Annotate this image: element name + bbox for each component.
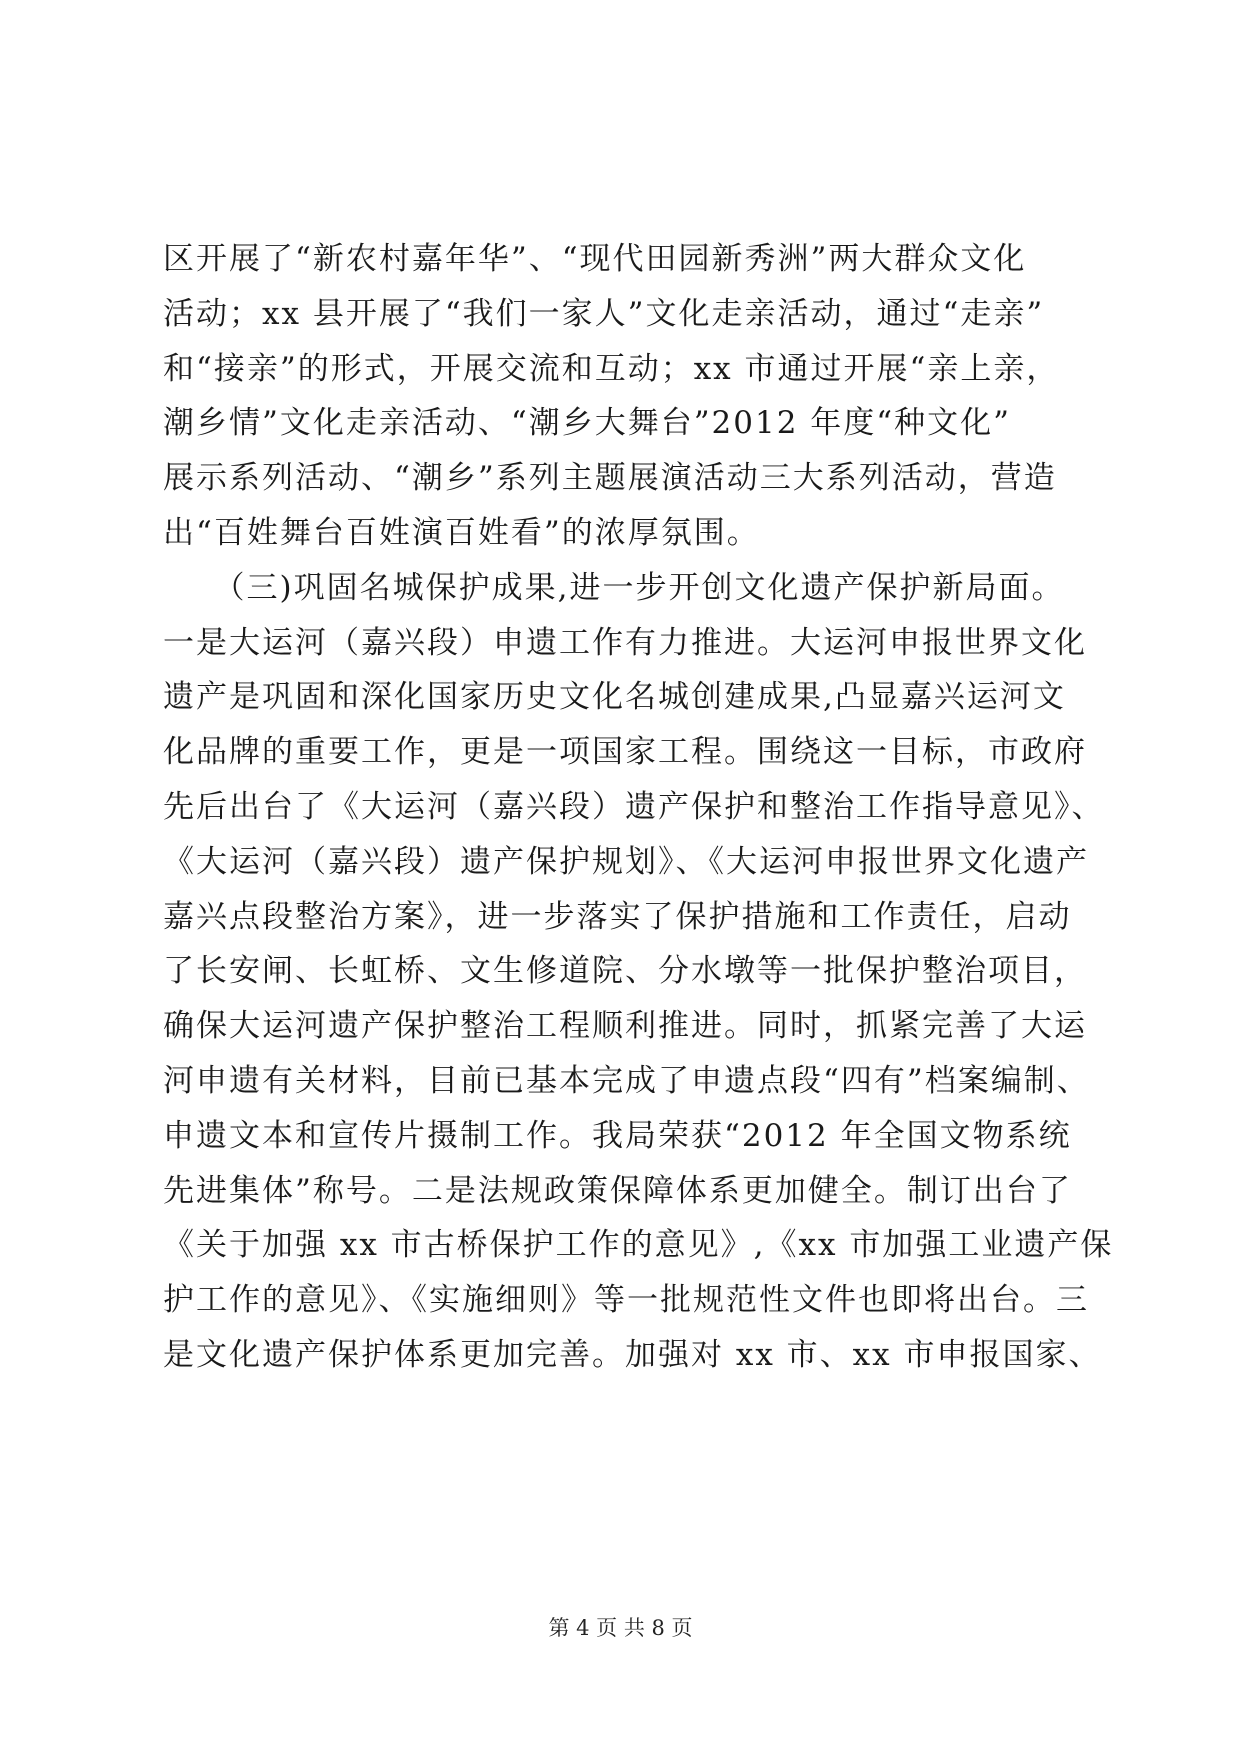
text-line: 《大运河（嘉兴段）遗产保护规划》、《大运河申报世界文化遗产 [163, 843, 1089, 880]
text-line: 潮乡情”文化走亲活动、“潮乡大舞台”2012 年度“种文化” [163, 405, 1011, 442]
section-heading-line: （三)巩固名城保护成果,进一步开创文化遗产保护新局面。 [163, 569, 1065, 606]
text-line: 申遗文本和宣传片摄制工作。我局荣获“2012 年全国文物系统 [163, 1117, 1072, 1154]
text-line: 出“百姓舞台百姓演百姓看”的浓厚氛围。 [163, 514, 760, 551]
page-number-footer: 第 4 页 共 8 页 [548, 1616, 693, 1640]
text-line: 活动；xx 县开展了“我们一家人”文化走亲活动，通过“走亲” [163, 295, 1045, 332]
text-line: 和“接亲”的形式，开展交流和互动；xx 市通过开展“亲上亲， [163, 350, 1060, 387]
text-line: 确保大运河遗产保护整治工程顺利推进。同时，抓紧完善了大运 [163, 1008, 1087, 1045]
text-line: 嘉兴点段整治方案》，进一步落实了保护措施和工作责任，启动 [163, 898, 1072, 935]
text-line: 《关于加强 xx 市古桥保护工作的意见》,《xx 市加强工业遗产保 [163, 1227, 1114, 1264]
text-line: 化品牌的重要工作，更是一项国家工程。围绕这一目标，市政府 [163, 734, 1087, 771]
text-line: 河申遗有关材料，目前已基本完成了申遗点段“四有”档案编制、 [163, 1062, 1090, 1099]
text-line: 展示系列活动、“潮乡”系列主题展演活动三大系列活动，营造 [163, 460, 1057, 497]
body-text [163, 232, 1114, 1383]
text-line: 护工作的意见》、《实施细则》等一批规范性文件也即将出台。三 [163, 1282, 1089, 1319]
text-line: 区开展了“新农村嘉年华”、“现代田园新秀洲”两大群众文化 [163, 241, 1027, 277]
text-line: 先后出台了《大运河（嘉兴段）遗产保护和整治工作指导意见》、 [163, 788, 1105, 825]
text-line: 遗产是巩固和深化国家历史文化名城创建成果,凸显嘉兴运河文 [163, 679, 1066, 716]
text-line: 了长安闸、长虹桥、文生修道院、分水墩等一批保护整治项目， [163, 953, 1087, 990]
text-line: 是文化遗产保护体系更加完善。加强对 xx 市、xx 市申报国家、 [163, 1336, 1102, 1373]
text-line: 先进集体”称号。二是法规政策保障体系更加健全。制订出台了 [163, 1172, 1072, 1209]
text-line: 一是大运河（嘉兴段）申遗工作有力推进。大运河申报世界文化 [163, 624, 1087, 661]
